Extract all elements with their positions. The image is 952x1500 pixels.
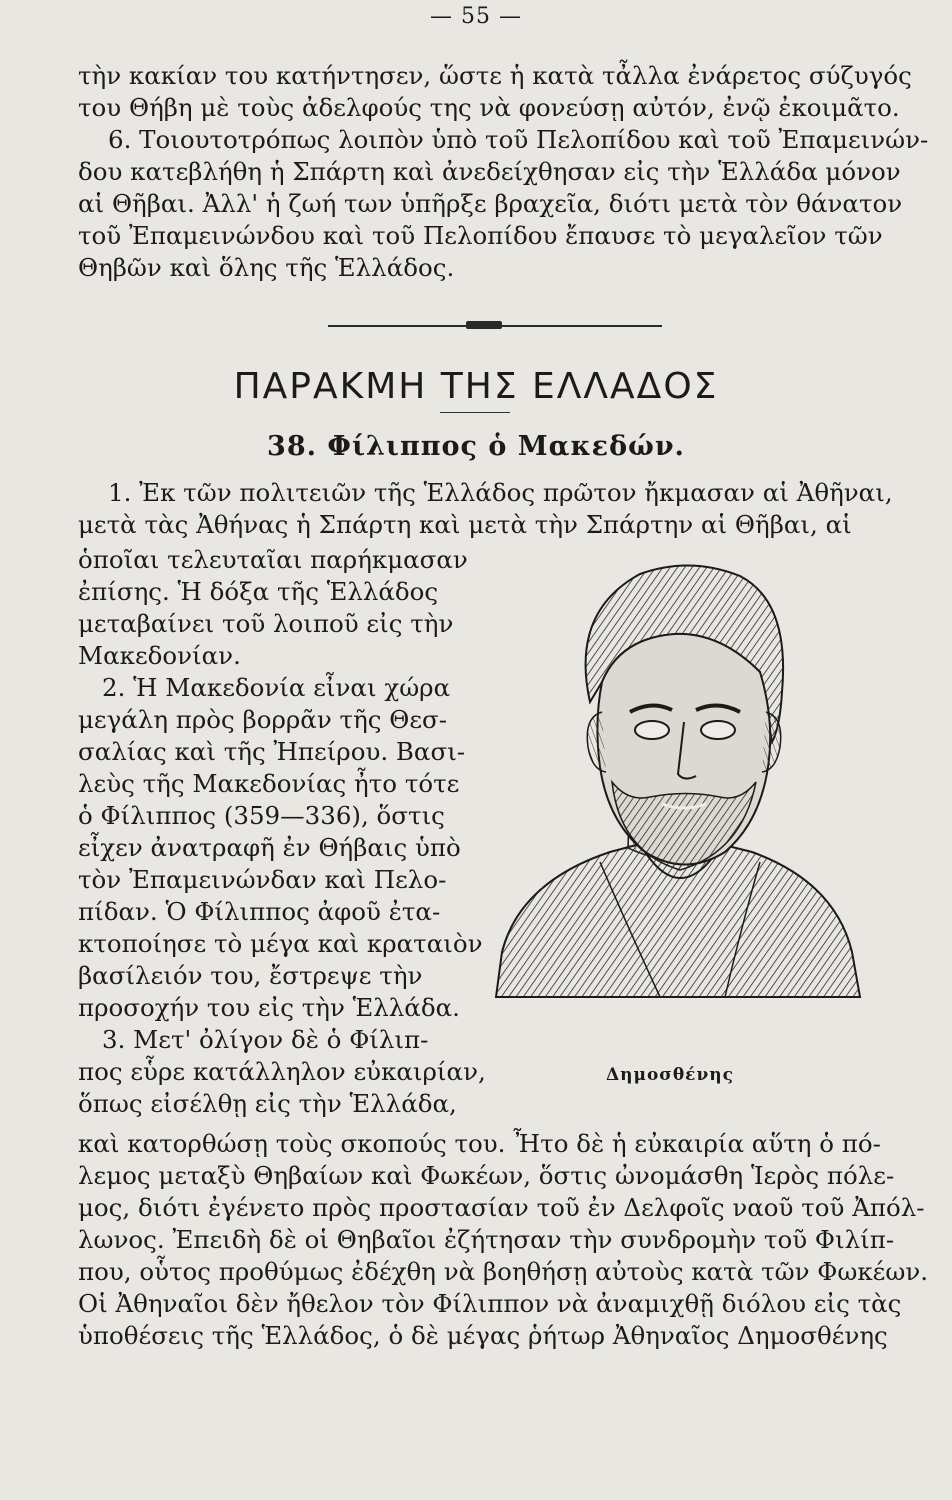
chapter-title: 38. Φίλιππος ὁ Μακεδών. <box>267 431 685 462</box>
text-line: λεμος μεταξὺ Θηβαίων καὶ Φωκέων, ὅστις ὠνομάσθη Ἱερὸς πόλε- <box>78 1161 895 1190</box>
text-line: καὶ κατορθώσῃ τοὺς σκοπούς του. Ἦτο δὲ ἡ εὐκαιρία αὕτη ὁ πό- <box>78 1129 881 1158</box>
text-line: ὅπως εἰσέλθῃ εἰς τὴν Ἑλλάδα, <box>78 1089 457 1118</box>
figure-caption: Δημοσθένης <box>605 1065 735 1085</box>
text-line: ὁ Φίλιππος (359—336), ὅστις <box>78 801 445 830</box>
text-line: τὴν κακίαν του κατήντησεν, ὥστε ἡ κατὰ τἆλλα ἐνάρετος σύζυγός <box>78 61 912 90</box>
text-line: που, οὗτος προθύμως ἐδέχθη νὰ βοηθήσῃ αὐτοὺς κατὰ τῶν Φωκέων. <box>78 1257 929 1286</box>
text-line: προσοχήν του εἰς τὴν Ἑλλάδα. <box>78 993 460 1022</box>
text-line: ὑποθέσεις τῆς Ἑλλάδος, ὁ δὲ μέγας ῥήτωρ Ἀθηναῖος Δημοσθένης <box>78 1321 888 1350</box>
section-title: ΠΑΡΑΚΜΗ ΤΗΣ ΕΛΛΑΔΟΣ <box>233 366 719 407</box>
text-line: πος εὗρε κατάλληλον εὐκαιρίαν, <box>78 1057 486 1086</box>
text-line: μεγάλη πρὸς βορρᾶν τῆς Θεσ- <box>78 705 448 734</box>
text-line: του Θήβη μὲ τοὺς ἀδελφούς της νὰ φονεύσῃ αὐτόν, ἐνῷ ἐκοιμᾶτο. <box>78 93 900 122</box>
text-line: αἱ Θῆβαι. Ἀλλ' ἡ ζωή των ὑπῆρξε βραχεῖα, διότι μετὰ τὸν θάνατον <box>78 189 903 218</box>
intro-paragraph <box>78 477 893 541</box>
text-line: κτοποίησε τὸ μέγα καὶ κραταιὸν <box>78 929 483 958</box>
text-line: μεταβαίνει τοῦ λοιποῦ εἰς τὴν <box>78 609 454 638</box>
text-line: Μακεδονίαν. <box>78 641 241 670</box>
top-paragraph <box>78 60 929 284</box>
text-line: μος, διότι ἐγένετο πρὸς προστασίαν τοῦ ἐν Δελφοῖς ναοῦ τοῦ Ἀπόλ- <box>78 1193 925 1222</box>
text-line: εἶχεν ἀνατραφῆ ἐν Θήβαις ὑπὸ <box>78 833 461 862</box>
title-underline <box>440 412 510 413</box>
text-line: 3. Μετ' ὀλίγον δὲ ὁ Φίλιπ- <box>102 1025 429 1054</box>
text-line: τοῦ Ἐπαμεινώνδου καὶ τοῦ Πελοπίδου ἔπαυσε τὸ μεγαλεῖον τῶν <box>78 221 883 250</box>
text-line: σαλίας καὶ τῆς Ἠπείρου. Βασι- <box>78 737 466 766</box>
text-line: πίδαν. Ὁ Φίλιππος ἀφοῦ ἐτα- <box>78 897 441 926</box>
page-number: — 55 — <box>430 4 522 29</box>
text-line: Οἱ Ἀθηναῖοι δὲν ἤθελον τὸν Φίλιππον νὰ ἀναμιχθῇ διόλου εἰς τὰς <box>78 1289 902 1318</box>
text-line: βασίλειόν του, ἔστρεψε τὴν <box>78 961 423 990</box>
text-line: λεὺς τῆς Μακεδονίας ἦτο τότε <box>78 769 460 798</box>
text-line: τὸν Ἐπαμεινώνδαν καὶ Πελο- <box>78 865 447 894</box>
bottom-paragraph <box>78 1128 929 1352</box>
text-line: 6. Τοιουτοτρόπως λοιπὸν ὑπὸ τοῦ Πελοπίδου καὶ τοῦ Ἐπαμεινών- <box>108 125 929 154</box>
side-column-text <box>78 544 486 1120</box>
text-line: Θηβῶν καὶ ὅλης τῆς Ἑλλάδος. <box>78 253 455 282</box>
demosthenes-portrait <box>490 552 865 1007</box>
text-line: 1. Ἐκ τῶν πολιτειῶν τῆς Ἑλλάδος πρῶτον ἤκμασαν αἱ Ἀθῆναι, <box>108 478 893 507</box>
text-line: ὁποῖαι τελευταῖαι παρήκμασαν <box>78 545 468 574</box>
text-line: λωνος. Ἐπειδὴ δὲ οἱ Θηβαῖοι ἐζήτησαν τὴν συνδρομὴν τοῦ Φιλίπ- <box>78 1225 895 1254</box>
text-line: μετὰ τὰς Ἀθήνας ἡ Σπάρτη καὶ μετὰ τὴν Σπάρτην αἱ Θῆβαι, αἱ <box>78 510 852 539</box>
text-line: ἐπίσης. Ἡ δόξα τῆς Ἑλλάδος <box>78 577 439 606</box>
text-line: 2. Ἡ Μακεδονία εἶναι χώρα <box>102 673 451 702</box>
text-line: δου κατεβλήθη ἡ Σπάρτη καὶ ἀνεδείχθησαν εἰς τὴν Ἑλλάδα μόνον <box>78 157 901 186</box>
section-divider-ornament <box>466 321 502 329</box>
